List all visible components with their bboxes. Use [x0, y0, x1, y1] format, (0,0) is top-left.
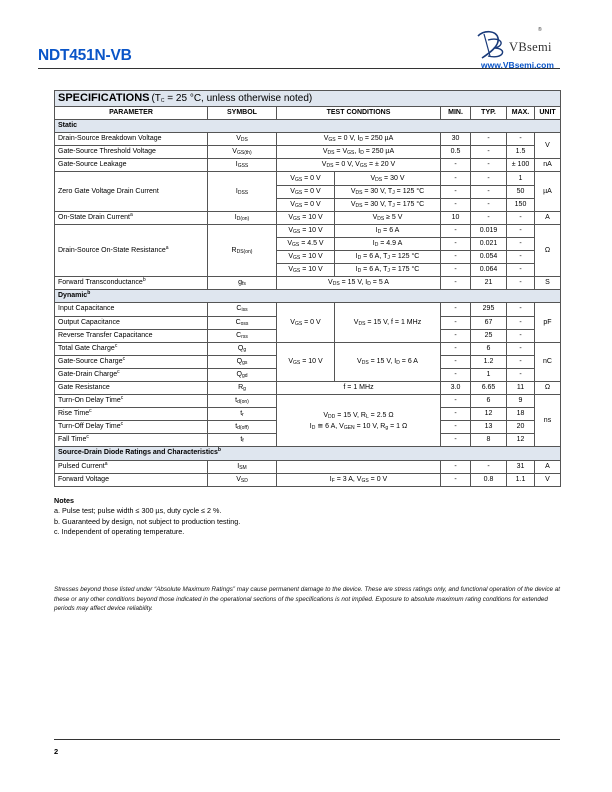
table-cell: $V_{GS} = 10$ V — [277, 342, 335, 381]
table-cell: $R_{DS(on)}$ — [208, 224, 277, 276]
table-cell: A — [535, 460, 561, 473]
table-row — [55, 460, 561, 473]
part-number: NDT451N-VB — [38, 47, 132, 64]
table-cell: 18 — [507, 408, 535, 421]
table-cell: $I_D = 6$ A — [335, 224, 441, 237]
table-cell: 6.65 — [471, 381, 507, 394]
table-cell: 31 — [507, 460, 535, 473]
table-cell: 1.1 — [507, 473, 535, 486]
note-c: c. Independent of operating temperature. — [54, 526, 185, 536]
table-cell: - — [441, 342, 471, 355]
table-cell: - — [441, 395, 471, 408]
table-cell: 9 — [507, 395, 535, 408]
table-cell: Turn-Off Delay Time$^c$ — [55, 421, 208, 434]
table-cell: $V_{DS} = 15$ V, $I_D = 6$ A — [335, 342, 441, 381]
table-cell: 0.019 — [471, 224, 507, 237]
table-row — [55, 395, 561, 408]
table-cell: Forward Transconductance$^b$ — [55, 277, 208, 290]
table-cell: ns — [535, 395, 561, 447]
col-symbol: SYMBOL — [208, 107, 277, 120]
table-cell: 6 — [471, 395, 507, 408]
table-cell: - — [507, 355, 535, 368]
table-cell: $Q_{gd}$ — [208, 368, 277, 381]
table-cell: $I_D = 4.9$ A — [335, 237, 441, 250]
table-cell: - — [471, 133, 507, 146]
col-unit: UNIT — [535, 107, 561, 120]
table-cell: 25 — [471, 329, 507, 342]
table-cell: Dynamic$^b$ — [55, 290, 561, 303]
table-cell: $t_{d(on)}$ — [208, 395, 277, 408]
table-cell: $V_{GS} = 10$ V — [277, 264, 335, 277]
table-cell: Gate-Source Leakage — [55, 159, 208, 172]
table-row — [55, 381, 561, 394]
table-cell: - — [471, 460, 507, 473]
column-header-row — [55, 107, 561, 120]
table-cell: S — [535, 277, 561, 290]
table-cell: - — [441, 316, 471, 329]
table-cell: - — [441, 277, 471, 290]
table-cell: - — [507, 368, 535, 381]
table-cell: $I_{SM}$ — [208, 460, 277, 473]
table-cell: Input Capacitance — [55, 303, 208, 316]
registered-mark: ® — [538, 27, 542, 33]
table-cell: Gate-Source Threshold Voltage — [55, 146, 208, 159]
table-cell: 10 — [441, 211, 471, 224]
table-cell: - — [441, 368, 471, 381]
notes — [54, 496, 240, 537]
table-cell: - — [471, 146, 507, 159]
table-cell: Zero Gate Voltage Drain Current — [55, 172, 208, 211]
table-cell: A — [535, 211, 561, 224]
table-cell: $R_g$ — [208, 381, 277, 394]
table-cell: - — [471, 185, 507, 198]
table-cell: 150 — [507, 198, 535, 211]
table-cell: - — [471, 211, 507, 224]
table-cell: $t_r$ — [208, 408, 277, 421]
table-cell: 13 — [471, 421, 507, 434]
table-cell: - — [441, 237, 471, 250]
table-cell: Ω — [535, 381, 561, 394]
table-cell: - — [507, 303, 535, 316]
table-row — [55, 303, 561, 316]
table-row — [55, 172, 561, 185]
table-cell: $I_{GSS}$ — [208, 159, 277, 172]
table-cell: $V_{GS} = 0$ V, $I_D = 250$ µA — [277, 133, 441, 146]
table-cell: - — [507, 264, 535, 277]
col-max: MAX. — [507, 107, 535, 120]
table-cell: pF — [535, 303, 561, 342]
table-cell: $C_{rss}$ — [208, 329, 277, 342]
table-cell: $V_{GS} = 0$ V — [277, 198, 335, 211]
table-cell: 12 — [471, 408, 507, 421]
table-row — [55, 342, 561, 355]
table-cell: $V_{GS} = 10$ V — [277, 224, 335, 237]
table-cell: - — [441, 355, 471, 368]
table-cell: 1 — [471, 368, 507, 381]
table-cell: - — [441, 473, 471, 486]
table-cell: 0.021 — [471, 237, 507, 250]
table-cell: - — [441, 224, 471, 237]
table-cell: 30 — [441, 133, 471, 146]
table-cell: $g_{fs}$ — [208, 277, 277, 290]
table-cell: $t_f$ — [208, 434, 277, 447]
table-row — [55, 211, 561, 224]
table-cell: 67 — [471, 316, 507, 329]
table-cell: - — [441, 198, 471, 211]
table-cell: Gate-Source Charge$^c$ — [55, 355, 208, 368]
table-cell: $V_{DS} = V_{GS}$, $I_D = 250$ µA — [277, 146, 441, 159]
stress-disclaimer: Stresses beyond those listed under “Absolute Maximum Ratings” may cause permanent damage to the device. These are stress ratings only, and functional operation of the device at these or any other conditions beyond those indicated in the operational sections of the specifications is not implied. Exposure to absolute maximum rating conditions for extended periods may affect device reliability. — [54, 586, 561, 612]
table-cell: Drain-Source On-State Resistance$^a$ — [55, 224, 208, 276]
table-cell: 12 — [507, 434, 535, 447]
table-cell: $V_{DS} = 15$ V, $I_D = 5$ A — [277, 277, 441, 290]
table-cell: 295 — [471, 303, 507, 316]
table-cell: $I_D = 6$ A, $T_J = 125$ °C — [335, 251, 441, 264]
table-cell: - — [441, 434, 471, 447]
table-cell: $C_{iss}$ — [208, 303, 277, 316]
specifications-table — [54, 90, 561, 487]
table-title: SPECIFICATIONS ($T_C = 25$ °C, unless otherwise noted) — [55, 91, 561, 107]
note-a: a. Pulse test; pulse width ≤ 300 µs, duty cycle ≤ 2 %. — [54, 506, 222, 516]
table-cell: 1.5 — [507, 146, 535, 159]
table-cell: - — [507, 224, 535, 237]
table-row — [55, 159, 561, 172]
table-cell: Fall Time$^c$ — [55, 434, 208, 447]
table-cell: $V_{GS} = 0$ V — [277, 303, 335, 342]
table-cell: $I_D = 6$ A, $T_J = 175$ °C — [335, 264, 441, 277]
table-cell: $V_{GS} = 10$ V — [277, 251, 335, 264]
table-cell: 11 — [507, 381, 535, 394]
table-cell: $t_{d(off)}$ — [208, 421, 277, 434]
logo-text: VBsemi — [509, 40, 552, 54]
website-link[interactable]: www.VBsemi.com — [481, 60, 554, 70]
table-cell: $I_{D(on)}$ — [208, 211, 277, 224]
table-cell: $V_{DS} \ge 5$ V — [335, 211, 441, 224]
table-cell: $Q_g$ — [208, 342, 277, 355]
table-cell: Drain-Source Breakdown Voltage — [55, 133, 208, 146]
notes-title: Notes — [54, 496, 74, 505]
table-cell: $V_{DS}$ — [208, 133, 277, 146]
table-cell: Source-Drain Diode Ratings and Characteristics$^b$ — [55, 447, 561, 460]
table-cell: f = 1 MHz — [277, 381, 441, 394]
table-cell: 8 — [471, 434, 507, 447]
table-cell: - — [507, 277, 535, 290]
col-parameter: PARAMETER — [55, 107, 208, 120]
table-cell: $C_{oss}$ — [208, 316, 277, 329]
table-cell: 1 — [507, 172, 535, 185]
table-cell: $V_{DS} = 15$ V, f = 1 MHz — [335, 303, 441, 342]
table-cell: Turn-On Delay Time$^c$ — [55, 395, 208, 408]
section-static — [55, 120, 561, 133]
col-typ: TYP. — [471, 107, 507, 120]
table-cell: Total Gate Charge$^c$ — [55, 342, 208, 355]
table-title-row — [55, 91, 561, 107]
table-cell: - — [507, 316, 535, 329]
table-cell: Forward Voltage — [55, 473, 208, 486]
table-cell: - — [507, 133, 535, 146]
table-cell: - — [441, 172, 471, 185]
table-row — [55, 277, 561, 290]
footer-rule — [54, 739, 560, 740]
table-cell: - — [507, 251, 535, 264]
table-cell: $V_{GS} = 0$ V — [277, 172, 335, 185]
table-cell: - — [471, 198, 507, 211]
table-cell: Gate-Drain Charge$^c$ — [55, 368, 208, 381]
table-cell: V — [535, 133, 561, 159]
table-cell: $V_{GS} = 10$ V — [277, 211, 335, 224]
table-cell: $V_{GS(th)}$ — [208, 146, 277, 159]
table-cell: $V_{DD} = 15$ V, $R_L = 2.5$ Ω $I_D$ ≅ 6 A, $V_{GEN} = 10$ V, $R_g = 1$ Ω — [277, 395, 441, 447]
table-cell: Static — [55, 120, 561, 133]
table-cell: Gate Resistance — [55, 381, 208, 394]
table-cell: µA — [535, 172, 561, 211]
table-cell: Ω — [535, 224, 561, 276]
table-cell: 6 — [471, 342, 507, 355]
table-cell: - — [507, 211, 535, 224]
table-cell: V — [535, 473, 561, 486]
table-cell: - — [441, 264, 471, 277]
table-cell: - — [441, 329, 471, 342]
table-cell: $V_{GS} = 4.5$ V — [277, 237, 335, 250]
table-row — [55, 133, 561, 146]
table-cell: $V_{GS} = 0$ V — [277, 185, 335, 198]
table-cell: - — [441, 421, 471, 434]
table-cell: 20 — [507, 421, 535, 434]
page-number: 2 — [54, 747, 59, 756]
table-cell — [277, 460, 441, 473]
table-cell: 1.2 — [471, 355, 507, 368]
table-cell: - — [441, 303, 471, 316]
table-cell: $V_{DS} = 30$ V, $T_J = 175$ °C — [335, 198, 441, 211]
table-cell: 0.5 — [441, 146, 471, 159]
table-cell: - — [507, 329, 535, 342]
table-cell: - — [471, 159, 507, 172]
table-cell: 3.0 — [441, 381, 471, 394]
table-cell: 21 — [471, 277, 507, 290]
table-cell: ± 100 — [507, 159, 535, 172]
table-cell: 0.054 — [471, 251, 507, 264]
table-cell: $V_{DS} = 0$ V, $V_{GS}$ = ± 20 V — [277, 159, 441, 172]
table-cell: Rise Time$^c$ — [55, 408, 208, 421]
table-cell: - — [441, 408, 471, 421]
table-cell: Reverse Transfer Capacitance — [55, 329, 208, 342]
table-cell: nC — [535, 342, 561, 381]
col-min: MIN. — [441, 107, 471, 120]
col-test-conditions: TEST CONDITIONS — [277, 107, 441, 120]
table-cell: - — [507, 342, 535, 355]
table-cell: $V_{SD}$ — [208, 473, 277, 486]
section-source-drain — [55, 447, 561, 460]
table-cell: - — [441, 251, 471, 264]
table-cell: - — [441, 185, 471, 198]
table-row — [55, 224, 561, 237]
table-cell: - — [441, 460, 471, 473]
table-cell: - — [441, 159, 471, 172]
table-cell: $V_{DS} = 30$ V, $T_J = 125$ °C — [335, 185, 441, 198]
table-cell: - — [471, 172, 507, 185]
table-row — [55, 473, 561, 486]
note-b: b. Guaranteed by design, not subject to production testing. — [54, 516, 241, 526]
table-cell: Output Capacitance — [55, 316, 208, 329]
table-cell: On-State Drain Current$^a$ — [55, 211, 208, 224]
section-dynamic — [55, 290, 561, 303]
table-cell: - — [507, 237, 535, 250]
table-cell: nA — [535, 159, 561, 172]
table-cell: $Q_{gs}$ — [208, 355, 277, 368]
table-cell: Pulsed Current$^a$ — [55, 460, 208, 473]
table-cell: 0.8 — [471, 473, 507, 486]
table-row — [55, 146, 561, 159]
table-cell: $I_F = 3$ A, $V_{GS} = 0$ V — [277, 473, 441, 486]
table-cell: $I_{DSS}$ — [208, 172, 277, 211]
table-cell: 0.064 — [471, 264, 507, 277]
table-cell: $V_{DS} = 30$ V — [335, 172, 441, 185]
table-cell: 50 — [507, 185, 535, 198]
